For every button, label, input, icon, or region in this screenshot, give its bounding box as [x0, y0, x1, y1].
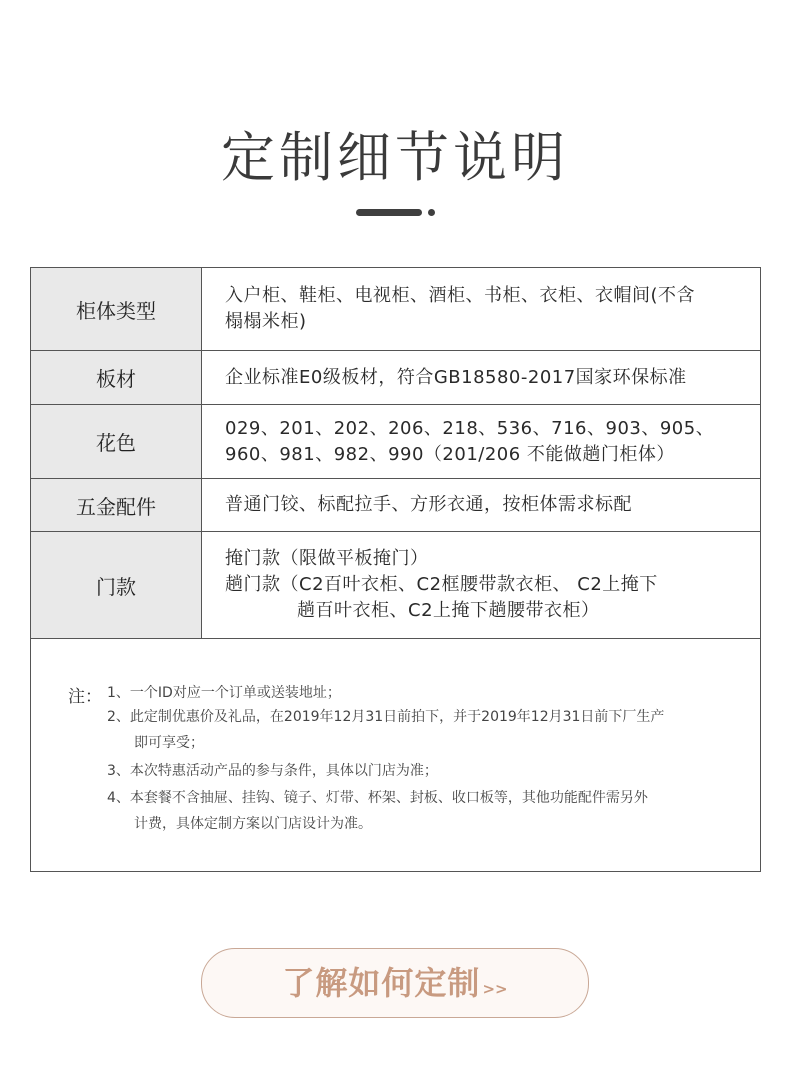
title-underline-bar — [356, 209, 422, 216]
note-item — [107, 785, 737, 837]
table-row — [31, 479, 761, 532]
value-line: 960、981、982、990（201/206 不能做趟门柜体） — [225, 443, 675, 465]
row-label-door-style: 门款 — [31, 532, 202, 639]
note-line: 2、此定制优惠价及礼品，在2019年12月31日前拍下，并于2019年12月31日前下厂生产 — [107, 709, 665, 725]
table-row — [31, 351, 761, 405]
row-label-cabinet-type: 柜体类型 — [31, 268, 202, 351]
value-line: 趟百叶衣柜、C2上掩下趟腰带衣柜） — [297, 600, 600, 621]
value-line: 企业标准E0级板材，符合GB18580-2017国家环保标准 — [225, 366, 687, 388]
row-value-colors — [202, 405, 761, 479]
row-value-cabinet-type — [202, 268, 761, 351]
double-chevron-right-icon: >> — [482, 980, 508, 998]
value-line: 029、201、202、206、218、536、716、903、905、 — [225, 417, 715, 439]
page-title: 定制细节说明 — [221, 126, 569, 189]
note-item — [107, 680, 737, 706]
row-value-board — [202, 351, 761, 405]
spec-table — [30, 267, 761, 639]
row-value-door-style — [202, 532, 761, 639]
row-value-hardware — [202, 479, 761, 532]
note-item — [107, 704, 737, 756]
value-line: 趟门款（C2百叶衣柜、C2框腰带款衣柜、 C2上掩下 — [225, 574, 658, 595]
note-line: 3、本次特惠活动产品的参与条件，具体以门店为准； — [107, 763, 438, 779]
note-line: 4、本套餐不含抽屉、挂钩、镜子、灯带、杯架、封板、收口板等，其他功能配件需另外 — [107, 790, 648, 806]
notes-label: 注： — [68, 687, 102, 707]
table-row — [31, 532, 761, 639]
value-line: 普通门铰、标配拉手、方形衣通，按柜体需求标配 — [225, 494, 632, 515]
note-line: 1、一个ID对应一个订单或送装地址； — [107, 685, 341, 701]
table-row — [31, 405, 761, 479]
note-line: 计费，具体定制方案以门店设计为准。 — [134, 816, 372, 832]
row-label-board: 板材 — [31, 351, 202, 405]
row-label-hardware: 五金配件 — [31, 479, 202, 532]
value-line: 榻榻米柜) — [225, 311, 307, 332]
note-line: 即可享受； — [134, 735, 204, 751]
cta-label: 了解如何定制 — [282, 964, 481, 1002]
table-row — [31, 268, 761, 351]
note-item — [107, 758, 737, 784]
value-line: 入户柜、鞋柜、电视柜、酒柜、书柜、衣柜、衣帽间(不含 — [225, 285, 696, 306]
notes-box — [30, 638, 761, 872]
learn-customization-button[interactable] — [201, 948, 589, 1018]
row-label-colors: 花色 — [31, 405, 202, 479]
title-underline-dot — [428, 209, 435, 216]
value-line: 掩门款（限做平板掩门） — [225, 548, 429, 569]
